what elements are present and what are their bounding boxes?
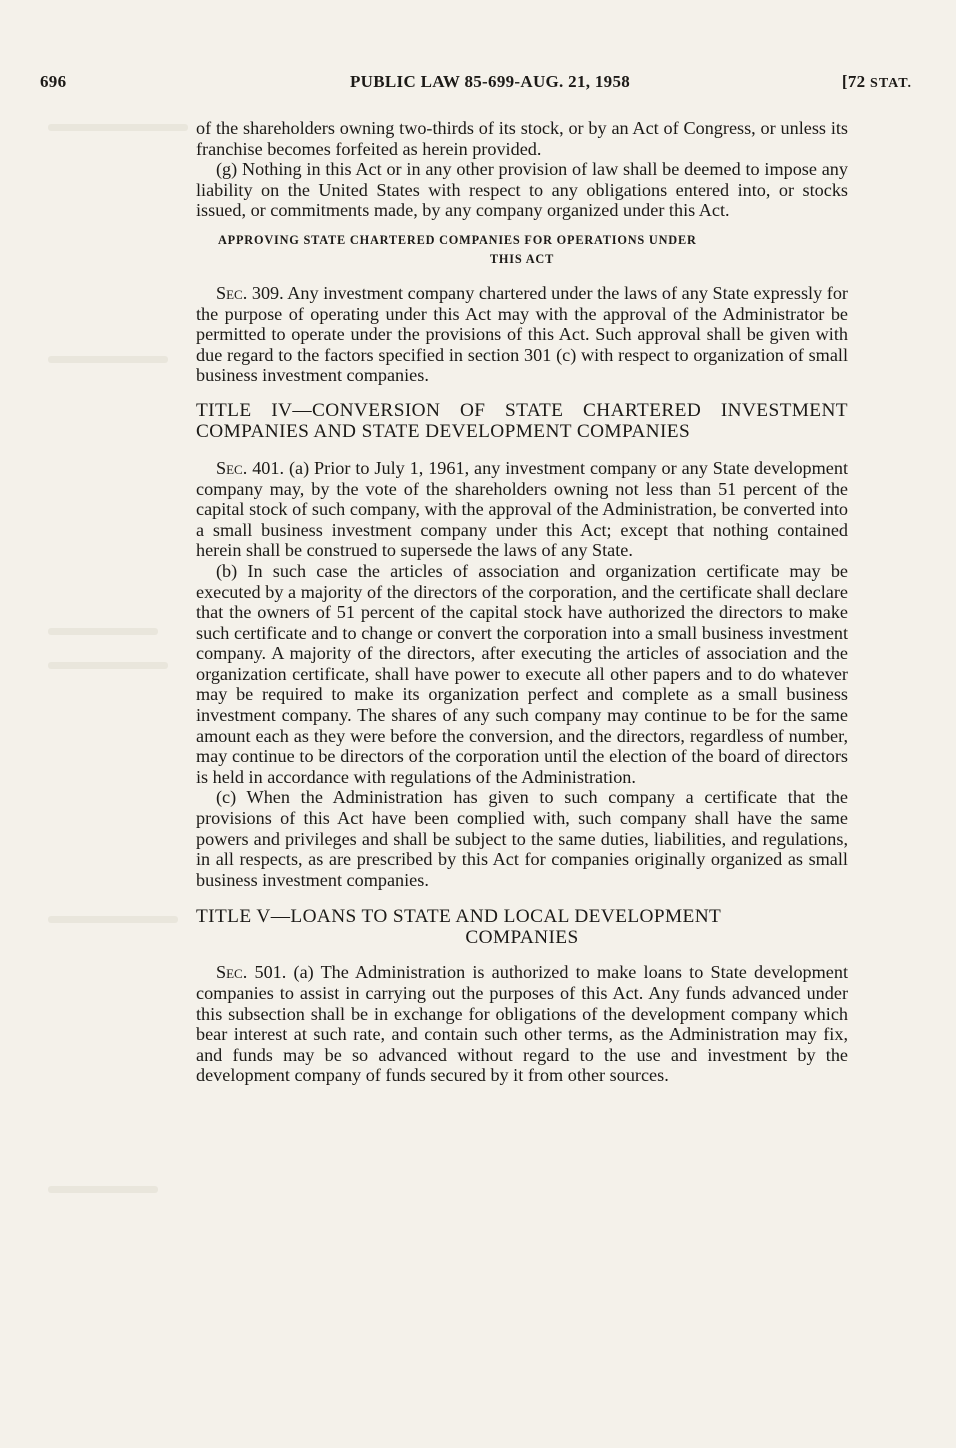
running-title: PUBLIC LAW 85-699-AUG. 21, 1958 — [350, 72, 631, 91]
subheading-line-2: THIS ACT — [489, 251, 555, 266]
paragraph-g: (g) Nothing in this Act or in any other provision of law shall be deemed to impose any liability on the United States with respect to any obligations entered into, or stocks issued, or commitments made, by any company organized under this Act. — [196, 159, 848, 221]
statutes-abbrev: STAT. — [870, 76, 912, 91]
section-401-b: (b) In such case the articles of association and organization certificate may be executed by a majority of the directors of the corporation, and the certificate shall declare that the owners of 51 percent of the capital stock have authorized the directors to make such certificate and to change or convert the corporation into a small business investment company. A majority of the directors, after executing the articles of association and the organization certificate, shall have power to execute all other papers and to do whatever may be required to make its organization perfect and complete as a small business investment company. The shares of any such company may continue to be for the same amount each as they were before the conversion, and the directors, regardless of number, may continue to be directors of the corporation until the election of the board of directors is held in accordance with regulations of the Administration. — [196, 560, 848, 787]
page-number: 696 — [40, 72, 67, 91]
bleed-through-mark — [48, 628, 158, 635]
section-401-a-text: (a) Prior to July 1, 1961, any investment company or any State development company may, by the vote of the shareholders owning not less than 51 percent of the capital stock of such company, with the approval of the Administration, be converted into a small business investment company under this Act; except that nothing contained herein shall be construed to supersede the laws of any State. — [196, 457, 848, 561]
bleed-through-mark — [48, 356, 168, 363]
section-501-a — [196, 962, 848, 1086]
title-v-line-1: TITLE V—LOANS TO STATE AND LOCAL DEVELOPMENT — [196, 906, 722, 928]
continued-paragraph: of the shareholders owning two-thirds of its stock, or by an Act of Congress, or unless its franchise becomes forfeited as herein provided. — [196, 118, 848, 159]
section-label: Sec. 501. — [216, 962, 287, 983]
section-401-c: (c) When the Administration has given to such company a certificate that the provisions of this Act have been complied with, such company shall have the same powers and privileges and shall be subject to the same duties, liabilities, and regulations, in all respects, as are prescribed by this Act for companies originally organized as small business investment companies. — [196, 787, 848, 890]
subheading-line-1: APPROVING STATE CHARTERED COMPANIES FOR OPERATIONS UNDER — [218, 232, 697, 247]
bleed-through-mark — [48, 124, 188, 131]
section-label: Sec. 309. — [216, 282, 284, 303]
section-label: Sec. 401. — [216, 457, 285, 478]
section-subheading — [196, 231, 848, 269]
bleed-through-mark — [48, 916, 178, 923]
bleed-through-mark — [48, 1186, 158, 1193]
section-401-a — [196, 458, 848, 561]
title-v-heading — [196, 906, 848, 948]
section-309-text: Any investment company chartered under the laws of any State expressly for the purpose of operating under this Act may with the approval of the Administrator be permitted to operate under the provisions of this Act. Such approval shall be given with due regard to the factors specified in section 301 (c) with respect to organization of small business investment companies. — [196, 282, 848, 386]
body-text — [196, 118, 848, 1086]
title-v-line-2: COMPANIES — [465, 927, 579, 949]
section-501-a-text: (a) The Administration is authorized to make loans to State development companies to assist in carrying out the purposes of this Act. Any funds advanced under this subsection shall be in exchange for obligations of the development company which bear interest at such rate, and contain such other terms, as the Administration may fix, and funds may be so advanced without regard to the use and investment by the development company of funds secured by it from other sources. — [196, 962, 848, 1086]
bleed-through-mark — [48, 662, 168, 669]
volume-number: [72 — [841, 72, 871, 91]
section-309 — [196, 283, 848, 386]
running-header — [40, 72, 916, 102]
volume-citation — [842, 72, 912, 92]
title-iv-heading: TITLE IV—CONVERSION OF STATE CHARTERED INVESTMENT COMPANIES AND STATE DEVELOPMENT COMPANIES — [196, 399, 848, 442]
